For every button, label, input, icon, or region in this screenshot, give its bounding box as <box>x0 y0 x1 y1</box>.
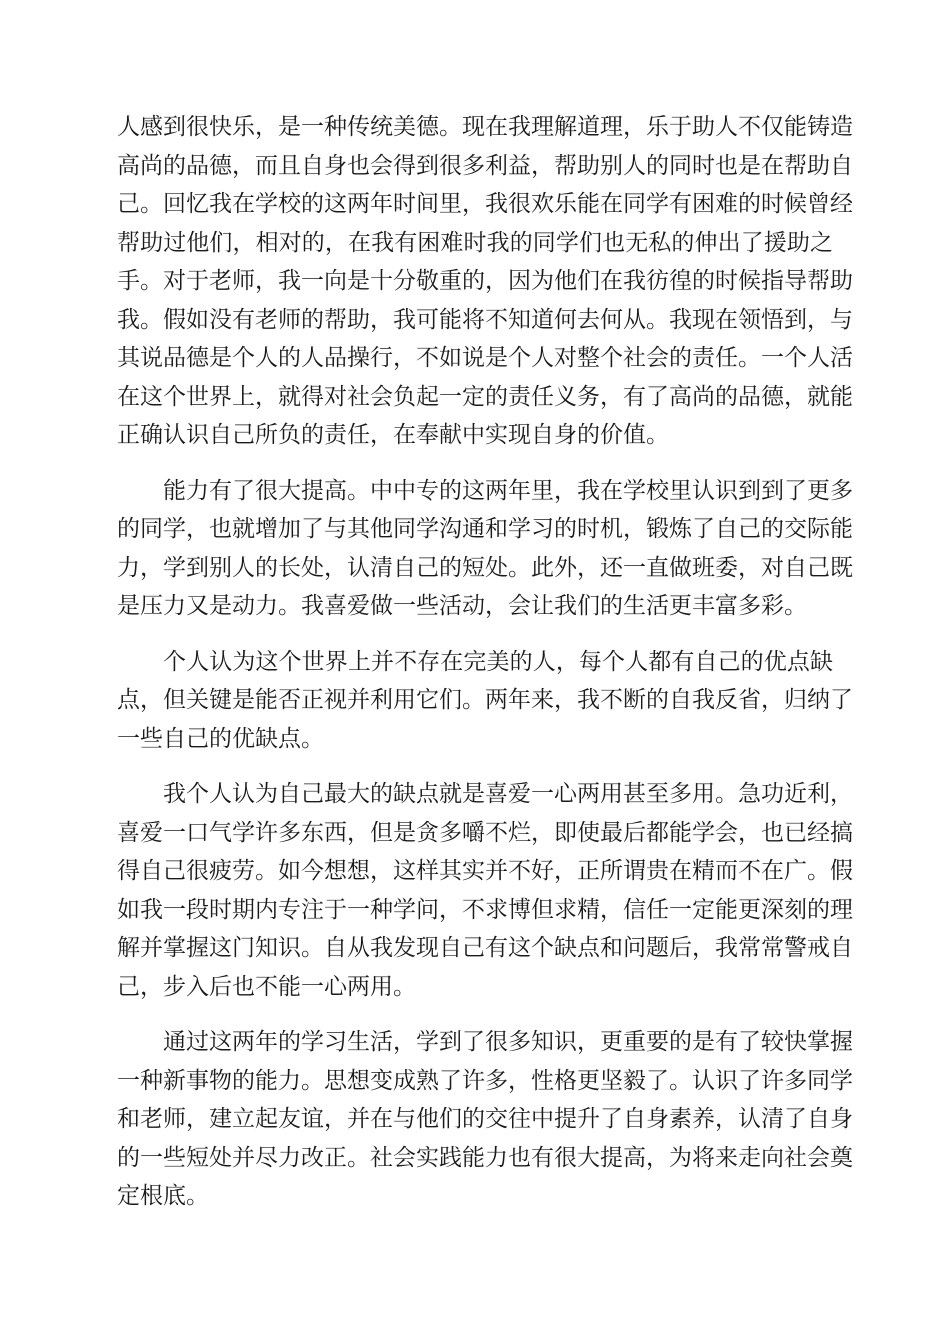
paragraph-line: 其说品德是个人的人品操行，不如说是个人对整个社会的责任。一个人活 <box>117 345 853 371</box>
paragraph-line: 喜爱一口气学许多东西，但是贪多嚼不烂，即使最后都能学会，也已经搞 <box>117 819 853 846</box>
paragraph-line: 手。对于老师，我一向是十分敬重的，因为他们在我彷徨的时候指导帮助 <box>117 268 853 294</box>
paragraph-line: 帮助过他们，相对的，在我有困难时我的同学们也无私的伸出了援助之 <box>117 229 833 256</box>
paragraph-5 <box>117 1023 853 1216</box>
paragraph-line: 正确认识自己所负的责任，在奉献中实现自身的价值。 <box>117 422 669 448</box>
paragraph-line: 己。回忆我在学校的这两年时间里，我很欢乐能在同学有困难的时候曾经 <box>117 191 853 217</box>
paragraph-3 <box>117 643 853 759</box>
paragraph-line: 如我一段时期内专注于一种学问，不求博但求精，信任一定能更深刻的理 <box>117 896 853 923</box>
paragraph-1 <box>117 108 853 455</box>
paragraph-line: 解并掌握这门知识。自从我发现自己有这个缺点和问题后，我常常警戒自 <box>117 935 853 961</box>
paragraph-line: 能力有了很大提高。中中专的这两年里，我在学校里认识到到了更多 <box>163 477 853 504</box>
paragraph-spacer <box>117 626 833 643</box>
paragraph-spacer <box>117 455 833 472</box>
paragraph-line: 是压力又是动力。我喜爱做一些活动，会让我们的生活更丰富多彩。 <box>117 593 807 619</box>
paragraph-4 <box>117 775 853 1006</box>
paragraph-line: 定根底。 <box>117 1183 209 1209</box>
paragraph-line: 一些自己的优缺点。 <box>117 725 324 752</box>
paragraph-line: 的同学，也就增加了与其他同学沟通和学习的时机，锻炼了自己的交际能 <box>117 516 853 542</box>
paragraph-line: 在这个世界上，就得对社会负起一定的责任义务，有了高尚的品德，就能 <box>117 383 853 410</box>
paragraph-line: 得自己很疲劳。如今想想，这样其实并不好，正所谓贵在精而不在广。假 <box>117 858 853 884</box>
paragraph-line: 己，步入后也不能一心两用。 <box>117 973 416 1000</box>
paragraph-line: 高尚的品德，而且自身也会得到很多利益，帮助别人的同时也是在帮助自 <box>117 152 853 179</box>
paragraph-line: 人感到很快乐，是一种传统美德。现在我理解道理，乐于助人不仅能铸造 <box>117 114 853 140</box>
paragraph-line: 个人认为这个世界上并不存在完美的人，每个人都有自己的优点缺 <box>163 648 833 675</box>
paragraph-line: 点，但关键是能否正视并利用它们。两年来，我不断的自我反省，归纳了 <box>117 687 853 713</box>
paragraph-line: 一种新事物的能力。思想变成熟了许多，性格更坚毅了。认识了许多同学 <box>117 1067 853 1094</box>
paragraph-line: 和老师，建立起友谊，并在与他们的交往中提升了自身素养，认清了自身 <box>117 1106 853 1132</box>
paragraph-spacer <box>117 1006 833 1023</box>
document-body <box>117 108 853 1216</box>
paragraph-line: 的一些短处并尽力改正。社会实践能力也有很大提高，为将来走向社会奠 <box>117 1144 853 1171</box>
paragraph-line: 力，学到别人的长处，认清自己的短处。此外，还一直做班委，对自己既 <box>117 554 853 581</box>
paragraph-spacer <box>117 758 833 775</box>
paragraph-line: 我个人认为自己最大的缺点就是喜爱一心两用甚至多用。急功近利， <box>163 781 853 807</box>
paragraph-line: 通过这两年的学习生活，学到了很多知识，更重要的是有了较快掌握 <box>163 1029 853 1055</box>
paragraph-2 <box>117 472 853 626</box>
paragraph-line: 我。假如没有老师的帮助，我可能将不知道何去何从。我现在领悟到，与 <box>117 306 853 333</box>
